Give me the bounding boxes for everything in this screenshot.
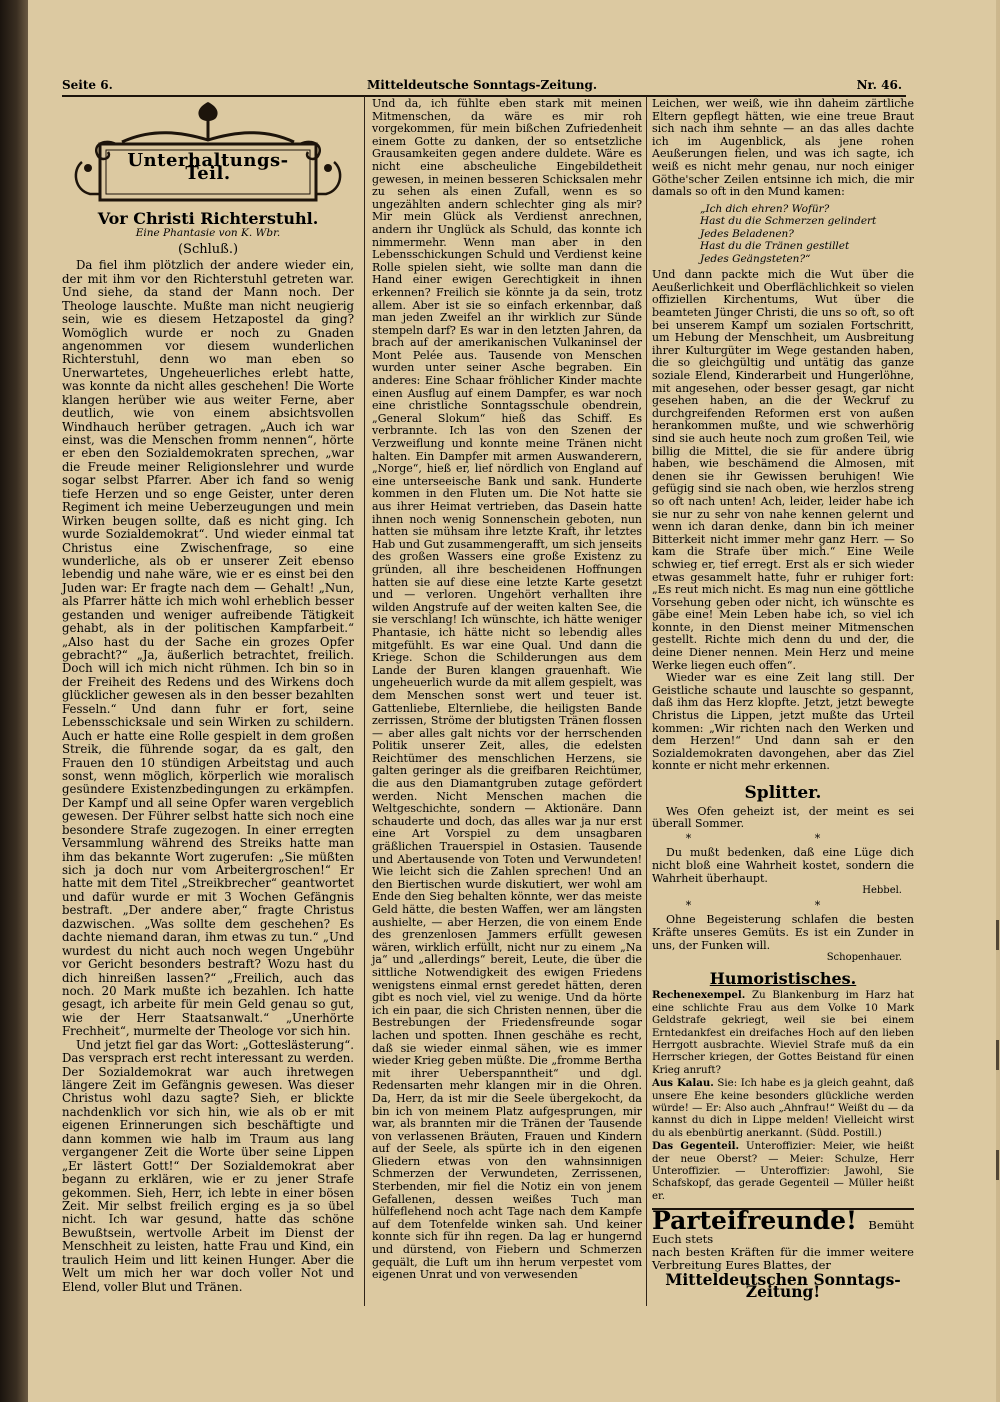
paper-title: Mitteldeutsche Sonntags-Zeitung. (366, 78, 598, 92)
ad-side-text: Bemüht Euch stets (652, 1218, 914, 1246)
column-rule (364, 96, 365, 1306)
humor-item-head: Aus Kalau. (652, 1077, 714, 1090)
star-separator: * * (685, 898, 881, 912)
humor-item-text: Zu Blankenburg im Harz hat eine schlichte Frau aus dem Volke 10 Mark Geldstrafe gekriegt, weil sie bei einem Erntedankfest ein dreifaches Hoch auf den lieben Herrgott ausbrachte. Wieviel Strafe muß da ein Herrscher kriegen, der Gottes Beistand für einen Krieg anruft? (652, 990, 914, 1076)
humor-item (652, 1140, 914, 1203)
issue-number: Nr. 46. (856, 78, 902, 92)
humor-item-head: Das Gegenteil. (652, 1140, 740, 1153)
section-ornament (62, 98, 354, 206)
splitter-author: Schopenhauer. (826, 952, 902, 964)
article-paragraph: Und jetzt fiel gar das Wort: „Gotteslästerung“. Das versprach erst recht interessant zu werden. Der Sozialdemokrat war auch ihretwegen längere Zeit im Gefängnis gewesen. Was dieser Christus wohl dazu sagte? Sieh, er blickte nachdenklich vor sich hin, wie als ob er mit eigenen Erinnerungen sich beschäftigte und dann kommen wie halb im Traum aus lang vergangener Zeit die Worte über seine Lippen „Er lästert Gott!“ Der Sozialdemokrat aber begann zu erklären, wie er zu jener Strafe gekommen. Sieh, Herr, ich lebte in einer bösen Zeit. Mir selbst freilich erging es ja so übel nicht. Ich war gesund, hatte das schöne Bewußtsein, wertvolle Arbeit im Dienst der Menschheit zu leisten, hatte Frau und Kind, ein traulich Heim und litt keinen Hunger. Aber die Welt um mich her war doch voller Not und Elend, voller Blut und Tränen. (62, 1037, 354, 1294)
article-paragraph: Wieder war es eine Zeit lang still. Der Geistliche schaute und lauschte so gespannt, daß ihm das Herz klopfte. Jetzt, jetzt bewegte Christus die Lippen, jetzt mußte das Urteil kommen: „Wir richten nach den Werken und dem Herzen!“ Und dann sah er den Sozialdemokraten davongehen, aber das Ziel konnte er nicht mehr erkennen. (652, 671, 914, 773)
column-rule (646, 96, 647, 1306)
splitter-title: Splitter. (744, 783, 822, 803)
section-title: Unterhaltungs-Teil. (127, 150, 289, 185)
ad-paper-name: Mitteldeutschen Sonntags-Zeitung! (665, 1269, 901, 1302)
verse-line: Jedes Beladenen? (700, 227, 794, 240)
article-paragraph: Und dann packte mich die Wut über die Aeußerlichkeit und Oberflächlichkeit so vielen offiziellen Kirchentums, Wut über die beamteten Jünger Christi, die uns so oft, so oft bei unserem Kampf um sozialen Fortschritt, um Hebung der Menschheit, um Ausbreitung ihrer Kulturgüter im Wege gestanden haben, die so gleichgültig und untätig das ganze soziale Elend, Kinderarbeit und Hungerlöhne, mit angesehen, oder besser gesagt, gar nicht gesehen haben, an die der Weckruf zu durchgreifenden Reformen erst von außen herankommen mußte, und wie schwerhörig sind sie auch heute noch zum großen Teil, wie billig die Mittel, die sie für andere übrig haben, wie beschämend die Almosen, mit denen sie ihr Gewissen beruhigen! Wie gefügig sind sie nach oben, wie herzlos streng so oft nach unten! Ach, leider, leider habe ich sie nur zu sehr von nahe kennen gelernt und wenn ich daran denke, dann bin ich meiner Bitterkeit nicht immer mehr ganz Herr. — So kam die Strafe über mich.“ Eine Weile schwieg er, tief erregt. Erst als er sich wieder etwas gesammelt hatte, fuhr er ruhiger fort: „Es reut mich nicht. Es mag nun eine göttliche Vorsehung geben oder nicht, ich wünschte es gäbe eine! Mein Leben habe ich, so viel ich konnte, in den Dienst meiner Mitmenschen gestellt. Richte mich denn du und der, die deine Diener nennen. Mein Herz und meine Werke liegen euch offen“. (652, 268, 914, 672)
goethe-verse (700, 203, 914, 266)
splitter-item: Du mußt bedenken, daß eine Lüge dich nicht bloß eine Wahrheit kostet, sondern die Wahrheit überhaupt. (652, 846, 914, 885)
humor-item (652, 1077, 914, 1140)
humor-item-head: Rechenexempel. (652, 989, 746, 1002)
humor-item-text: Unteroffizier: Meier, wie heißt der neue Oberst? — Meier: Schulze, Herr Unteroffizier. — Unteroffizier: Jawohl, Sie Schafskopf, das gerade Gegenteil — Müller heißt er. (652, 1141, 914, 1202)
article-byline: Eine Phantasie von K. Wbr. (135, 227, 281, 240)
page-header (62, 78, 902, 94)
article-paragraph: Und da, ich fühlte eben stark mit meinen Mitmenschen, da wäre es mir roh vorgekommen, für mein bißchen Zufriedenheit einem Gotte zu danken, der so entsetzliche Grausamkeiten gegen andere duldete. Wäre es nicht eine abscheuliche Eingebildetheit gewesen, in meinen besseren Schicksalen mehr zu sehen als einen Zufall, wenn es so ungezählten andern schlechter ging als mir? Mir mein Glück als Verdienst anrechnen, andern ihr Unglück als Schuld, das konnte ich nimmermehr. Wenn man aber in den Lebensschickungen Schuld und Verdienst keine Rolle spielen sieht, wie sollte man dann die Hand einer ewigen Gerechtigkeit in ihnen erkennen? Freilich sie könnte ja da sein, trotz allem. Aber ist sie so einfach erkennbar, daß man jeden Zweifel an ihr wirklich zur Sünde stempeln darf? Es war in den letzten Jahren, da brach auf der amerikanischen Vulkaninsel der Mont Pelée aus. Tausende von Menschen wurden unter seiner Asche begraben. Ein anderes: Eine Schaar fröhlicher Kinder machte einen Ausflug auf einem Dampfer, es war noch eine christliche Sonntagsschule obendrein, „General Slokum“ hieß das Schiff. Es verbrannte. Ich las von den Szenen der Verzweiflung und konnte meine Tränen nicht halten. Ein Dampfer mit armen Auswanderern, „Norge“, hieß er, lief nördlich von England auf eine unterseeische Bank und sank. Hunderte kommen in den Fluten um. Die Not hatte sie aus ihrer Heimat vertrieben, das Dasein hatte ihnen noch wenig Sonnenschein geboten, nun hatten sie mühsam ihre letzte Kraft, ihr letztes Hab und Gut zusammengerafft, um sich jenseits des großen Wassers eine große Existenz zu gründen, all ihre bescheidenen Hoffnungen hatten sie auf diese eine letzte Karte gesetzt und — verloren. Ungehört verhallten ihre wilden Angstrufe auf der weiten kalten See, die sie verschlang! Ich wünschte, ich hätte weniger Phantasie, ich hätte nicht so lebendig alles mitgefühlt. Es war eine Qual. Und dann die Kriege. Schon die Schilderungen aus dem Lande der Buren klangen grauenhaft. Wie ungeheuerlich wurde da mit allem gespielt, was dem Menschen sonst wert und teuer ist. Gattenliebe, Elternliebe, die heiligsten Bande zerrissen, Ströme der blutigsten Tränen flossen — aber alles galt nichts vor der herrschenden Politik unserer Zeit, alles, die edelsten Reichtümer des menschlichen Herzens, sie galten geringer als die greifbaren Reichtümer, die aus den Diamantgruben zutage gefördert werden. Nicht Menschen machen die Weltgeschichte, sondern — Aktionäre. Dann schauderte und doch, das alles war ja nur erst eine Art Vorspiel zu dem unsagbaren gräßlichen Trauerspiel in Ostasien. Tausende und Abertausende von Toten und Verwundeten! Wie leicht sich die Zahlen sprechen! Und an den Biertischen wurde diskutiert, wer wohl am Ende den Sieg behalten könnte, wer das meiste Geld hätte, die besten Waffen, wer am längsten aushielte, — aber Herzen, die von einem Ende des grenzenlosen Jammers erfüllt gewesen wären, wirklich erfüllt, nicht nur zu einem „Na ja“ und „allerdings“ bereit, Leute, die über die sittliche Notwendigkeit des ewigen Friedens wenigstens einmal ernst geredet hätten, deren gibt es noch viel, viel zu wenige. Und da hörte ich ein paar, die sich Christen nennen, über die Bestrebungen der Friedensfreunde sogar lachen und spotten. Ihnen geschähe es recht, daß sie wieder einmal sähen, wie es immer wieder Krieg geben müßte. Die „fromme Bertha mit ihrer Ueberspanntheit“ und dgl. Redensarten mehr klangen mir in die Ohren. Da, Herr, da ist mir die Seele übergekocht, da bin ich von meinem Platz aufgesprungen, mir war, als brannten mir die Tränen der Tausende von verlassenen Bräuten, Frauen und Kindern auf der Seele, als spürte ich in den eigenen Gliedern etwas von den wahnsinnigen Schmerzen der Verwundeten, Zerrissenen, Sterbenden, mir fiel die Notiz ein von jenem Gefallenen, dessen weißes Tuch man hülfeflehend noch acht Tage nach dem Kampfe auf dem Totenfelde winken sah. Und keiner konnte sich für ihn regen. Da lag er hungernd und dürstend, von Fiebern und Schmerzen gequält, die Luft um ihn herum verpestet vom eigenen Unrat und von verwesenden (372, 97, 642, 1282)
verse-line: Jedes Geängsteten?“ (700, 252, 811, 265)
splitter-item: Ohne Begeisterung schlafen die besten Kräfte unseres Gemüts. Es ist ein Zunder in uns, der Funken will. (652, 913, 914, 952)
splitter-item: Wes Ofen geheizt ist, der meint es sei überall Sommer. (652, 804, 914, 831)
verse-line: Hast du die Tränen gestillet (700, 240, 850, 253)
article-continuation: (Schluß.) (177, 241, 239, 257)
column-3 (652, 97, 914, 1302)
humor-item-text: Sie: Ich habe es ja gleich geahnt, daß unsere Ehe keine besonders glückliche werden würde! — Er: Also auch „Ahnfrau!“ Weißt du — da kannst du dich in Lippe melden! Vielleicht wirst du als ebenbürtig anerkannt. (Südd. Postill.) (652, 1078, 914, 1139)
article-headline: Vor Christi Richterstuhl. (97, 209, 319, 228)
page-number: Seite 6. (62, 78, 113, 92)
article-paragraph: Da fiel ihm plötzlich der andere wieder ein, der mit ihm vor den Richterstuhl getreten war. Und siehe, da stand der Mann noch. Der Theologe lauschte. Mußte man nicht neugierig sein, wie es diesem Hetzapostel da ging? Womöglich wurde er noch zu Gnaden angenommen vor diesem wunderlichen Richterstuhl, denn wo man eben so Unerwartetes, Ungeheuerliches erlebt hatte, was konnte da nicht alles geschehen! Die Worte klangen herüber wie aus weiter Ferne, aber deutlich, wie von einem absichtsvollen Windhauch herüber getragen. „Auch ich war einst, was die Menschen fromm nennen“, hörte er eben den Sozialdemokraten sprechen, „war die Freude meiner Religionslehrer und wurde sogar selbst Pfarrer. Aber ich fand so wenig tiefe Herzen und so enge Geister, unter deren Regiment ich meine Ueberzeugungen und mein Wirken beugen sollte, daß es nicht ging. Ich wurde Sozialdemokrat“. Und wieder einmal tat Christus eine Zwischenfrage, so eine wunderliche, als ob er unserer Zeit ebenso lebendig und nahe wäre, wie er es einst bei den Juden war: Er fragte nach dem — Gehalt! „Nun, als Pfarrer hätte ich mich wohl erheblich besser gestanden und weniger aufreibende Tätigkeit gehabt, als in der politischen Kampfarbeit.“ „Also hast du der Sache ein grozes Opfer gebracht?“ „Ja, äußerlich betrachtet, freilich. Doch will ich mich nicht rühmen. Ich bin so in der Freiheit des Redens und des Wirkens doch glücklicher gewesen als in den besser bezahlten Fesseln.“ Und dann fuhr er fort, seine Lebensschicksale und sein Wirken zu schildern. Auch er hatte eine Rolle gespielt in dem großen Streik, die führende sogar, da es galt, den Frauen den 10 stündigen Arbeitstag und auch sonst, wenn möglich, körperlich wie moralisch gesündere Existenzbedingungen zu erkämpfen. Der Kampf und all seine Opfer waren vergeblich gewesen. Der Führer selbst hatte sich noch eine besondere Strafe zugezogen. In einer erregten Versammlung während des Streiks hatte man ihm das bekannte Wort zugerufen: „Sie müßten sich ja doch nur vom Arbeitergroschen!“ Er hatte mit dem Titel „Streikbrecher“ geantwortet und dafür wurde er mit 3 Wochen Gefängnis bestraft. „Der andere aber,“ fragte Christus dazwischen. „Was sollte dem geschehen? Es dachte niemand daran, ihm etwas zu tun.“ „Und wurdest du nicht auch noch wegen Ungebühr vor Gericht besonders bestraft? Wozu hast du dich hinreißen lassen?“ „Freilich, auch das noch. 20 Mark mußte ich bezahlen. Ich hatte gesagt, ich arbeite für mein Geld genau so gut, wie der Herr Staatsanwalt.“ „Unerhörte Frechheit“, murmelte der Theologe vor sich hin. (62, 258, 354, 1039)
verse-line: Hast du die Schmerzen gelindert (700, 215, 877, 228)
humor-title: Humoristisches. (709, 968, 857, 988)
column-1 (62, 98, 354, 1294)
ad-text: nach besten Kräften für die immer weitere Verbreitung Eures Blattes, der (652, 1245, 914, 1272)
star-separator: * * (685, 831, 881, 845)
ad-headline: Parteifreunde! (652, 1206, 857, 1236)
column-2 (372, 98, 642, 1282)
advertisement (652, 1206, 914, 1302)
article-paragraph: Leichen, wer weiß, wie ihn daheim zärtliche Eltern gepflegt hätten, wie eine treue Braut sich nach ihm sehnte — an das alles dachte ich im Augenblick, als jene rohen Aeußerungen fielen, und was ich sagte, ich weiß es nicht mehr genau, nur noch einiger Göthe'scher Zeilen entsinne ich mich, die mir damals so oft in den Mund kamen: (652, 97, 914, 199)
book-binding (0, 0, 28, 1402)
splitter-author: Hebbel. (862, 885, 902, 897)
humor-item (652, 989, 914, 1077)
verse-line: „Ich dich ehren? Wofür? (700, 202, 830, 215)
